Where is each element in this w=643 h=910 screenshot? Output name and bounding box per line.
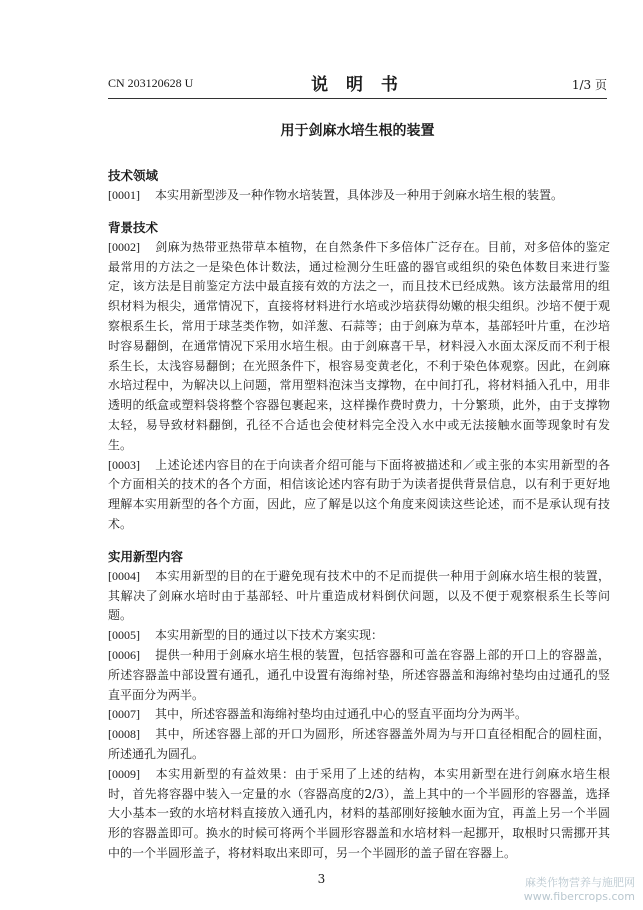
paragraph: [108, 456, 610, 535]
paragraph: [108, 765, 610, 864]
paragraph-number: [0004]: [108, 568, 140, 583]
document-body: [108, 166, 610, 864]
section-spacer: [108, 206, 610, 218]
paragraph-number: [0003]: [108, 457, 140, 472]
paragraph-number: [0007]: [108, 707, 140, 722]
section-heading: 实用新型内容: [108, 548, 184, 564]
header-divider: [108, 98, 607, 99]
section-spacer: [108, 535, 610, 547]
paragraph-number: [0001]: [108, 188, 140, 202]
document-type-heading: 说 明 书: [311, 75, 404, 95]
paragraph: [108, 186, 610, 206]
page-header: [108, 76, 607, 96]
paragraph: [108, 705, 610, 725]
section-heading: 技术领域: [108, 168, 159, 183]
watermark: [495, 876, 635, 904]
paragraph: [108, 238, 610, 456]
paragraph: [108, 646, 610, 705]
paragraph: [108, 725, 610, 765]
watermark-url: www.fibercrops.com: [523, 890, 635, 903]
paragraph-text: 上述论述内容目的在于向读者介绍可能与下面将被描述和／或主张的本实用新型的各个方面相关的技术的各个方面，相信该论述内容有助于为读者提供背景信息，以有利于更好地理解本实用新型的各个方面，因此，应了解是以这个角度来阅读这些论述，而不是承认现有技术。: [108, 457, 610, 531]
paragraph-text: 剑麻为热带亚热带草本植物，在自然条件下多倍体广泛存在。目前，对多倍体的鉴定最常用的方法之一是染色体计数法，通过检测分生旺盛的器官或组织的染色体数目来进行鉴定，该方法是目前鉴定方法中最直接有效的方法之一，而且技术已经成熟。该方法最常用的组织材料为根尖，通常情况下，直接将材料进行水培或沙培获得幼嫩的根尖组织。沙培不便于观察根系生长，常用于球茎类作物，如洋葱、石蒜等；由于剑麻为草本，基部轻叶片重，在沙培时容易翻倒，在通常情况下采用水培生根。由于剑麻喜干旱，材料浸入水面太深反而不利于根系生长，太浅容易翻倒；在光照条件下，根容易变黄老化，不利于染色体观察。因此，在剑麻水培过程中，为解决以上问题，常用塑料泡沫当支撑物，在中间打孔，将材料插入孔中，用非透明的纸盒或塑料袋将整个容器包裹起来，这样操作费时费力，十分繁琐，此外，由于支撑物太轻，易导致材料翻倒，孔径不合适也会使材料完全没入水中或无法接触水面等现象时有发生。: [108, 239, 610, 452]
paragraph-text: 本实用新型涉及一种作物水培装置，具体涉及一种用于剑麻水培生根的装置。: [155, 188, 564, 202]
paragraph-text: 其中，所述容器上部的开口为圆形，所述容器盖外周为与开口直径相配合的圆柱面，所述通孔为圆孔。: [108, 727, 610, 761]
paragraph-text: 其中，所述容器盖和海绵衬垫均由过通孔中心的竖直平面均分为两半。: [155, 707, 528, 722]
paragraph-number: [0002]: [108, 239, 140, 254]
paragraph-text: 本实用新型的目的通过以下技术方案实现：: [155, 628, 384, 643]
page-indicator: 1/3 页: [571, 78, 607, 92]
document-title: 用于剑麻水培生根的装置: [280, 123, 435, 139]
paragraph-text: 本实用新型的目的在于避免现有技术中的不足而提供一种用于剑麻水培生根的装置，其解决了剑麻水培时由于基部轻、叶片重造成材料倒伏问题，以及不便于观察根系生长等问题。: [108, 568, 610, 623]
paragraph-number: [0009]: [108, 766, 140, 781]
publication-number: CN 203120628 U: [108, 76, 194, 90]
paragraph-text: 提供一种用于剑麻水培生根的装置，包括容器和可盖在容器上部的开口上的容器盖，所述容器盖中部设置有通孔，通孔中设置有海绵衬垫，所述容器盖和海绵衬垫均由过通孔的竖直平面分为两半。: [108, 647, 610, 702]
paragraph-number: [0005]: [108, 628, 140, 643]
watermark-site-name: 麻类作物营养与施肥网: [525, 876, 635, 889]
paragraph-number: [0008]: [108, 727, 140, 742]
paragraph: [108, 626, 610, 646]
paragraph-number: [0006]: [108, 647, 140, 662]
paragraph: [108, 567, 610, 626]
paragraph-text: 本实用新型的有益效果：由于采用了上述的结构，本实用新型在进行剑麻水培生根时，首先将容器中装入一定量的水（容器高度的2/3），盖上其中的一个半圆形的容器盖，选择大小基本一致的水培材料直接放入通孔内，材料的基部刚好接触水面为宜，再盖上另一个半圆形的容器盖即可。换水的时候可将两个半圆形容器盖和水培材料一起挪开，取根时只需挪开其中的一个半圆形盖子，将材料取出来即可，另一个半圆形的盖子留在容器上。: [108, 766, 610, 860]
page-number: 3: [317, 872, 326, 886]
section-heading: 背景技术: [108, 219, 159, 235]
